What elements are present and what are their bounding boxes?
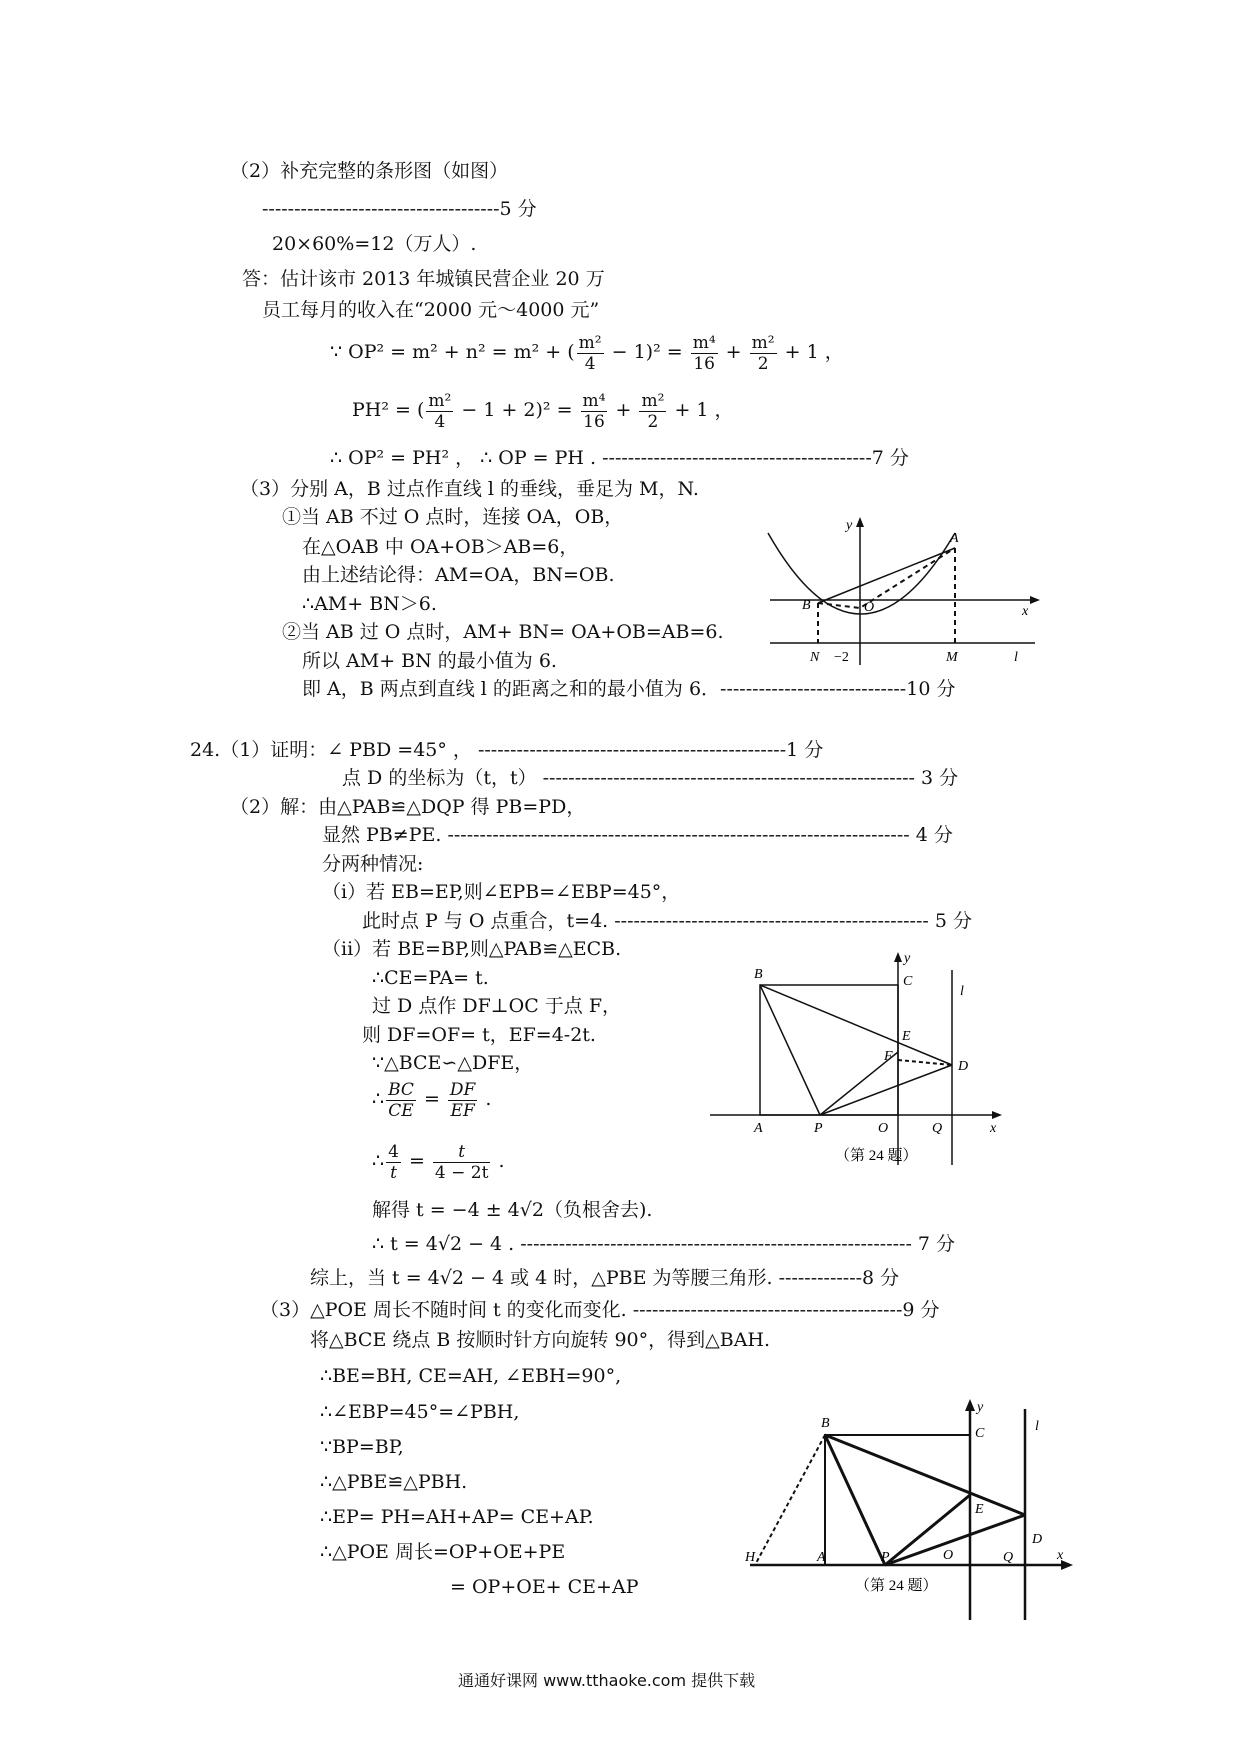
- score-line: 此时点 P 与 O 点重合，t=4. ------------------------------------------------- 5 分: [362, 910, 972, 932]
- label-a: A: [817, 1550, 826, 1565]
- score-line: 显然 PB≠PE. ------------------------------------------------------------------------ 4 分: [322, 824, 953, 846]
- fraction: $\frac{\text{m²}}{2}$: [641, 390, 665, 432]
- fraction: $\frac{\text{m²}}{4}$: [428, 390, 452, 432]
- score-line: 即 A，B 两点到直线 l 的距离之和的最小值为 6．-----------------------------10 分: [302, 678, 956, 700]
- label-l: l: [960, 984, 964, 999]
- fraction: $\frac{t}{4 - 2t}$: [434, 1141, 489, 1183]
- text-line: 则 DF=OF= t，EF=4-2t.: [362, 1024, 596, 1046]
- label-p: P: [814, 1121, 823, 1136]
- label-e: E: [975, 1502, 984, 1517]
- label-x: x: [1022, 604, 1029, 619]
- label-b: B: [821, 1416, 830, 1431]
- label-o: O: [878, 1121, 889, 1136]
- text-line: = OP+OE+ CE+AP: [450, 1576, 639, 1598]
- text-line: 在△OAB 中 OA+OB＞AB=6，: [302, 536, 579, 558]
- label-b: B: [802, 598, 811, 613]
- text-line: 分两种情况:: [322, 853, 424, 875]
- equation-op: ∵ OP² = m² + n² = m² + ( $\frac{\text{m²}}{4}$ − 1)² = $\frac{\text{m⁴}}{16}$ + $\frac{\text{m²}}{2}$ + 1 ，: [330, 332, 844, 374]
- label-c: C: [903, 974, 913, 989]
- square-figure-24-b: [745, 1395, 1085, 1625]
- label-e: E: [902, 1029, 911, 1044]
- text-line: ∴EP= PH=AH+AP= CE+AP.: [320, 1506, 594, 1528]
- label-f: F: [884, 1049, 893, 1064]
- label-y: y: [904, 951, 911, 966]
- label-x: x: [990, 1121, 997, 1136]
- label-d: D: [1032, 1532, 1043, 1547]
- label-q: Q: [1003, 1550, 1014, 1565]
- label-q: Q: [932, 1121, 943, 1136]
- label-c: C: [975, 1426, 985, 1441]
- fraction: $\frac{\text{m²}}{2}$: [751, 332, 775, 374]
- label-a: A: [950, 531, 959, 546]
- label-m: M: [946, 650, 958, 665]
- text-line: ∵BP=BP,: [320, 1436, 404, 1458]
- text-line: ①当 AB 不过 O 点时，连接 OA，OB，: [282, 506, 624, 528]
- fraction: $\frac{4}{t}$: [388, 1141, 399, 1183]
- text-line: 20×60%=12（万人）.: [272, 233, 477, 255]
- label-p: P: [881, 1550, 890, 1565]
- score-line: -------------------------------------5 分: [262, 198, 537, 220]
- text-line: 解得 t = −4 ± 4√2（负根舍去).: [372, 1199, 653, 1221]
- label-l: l: [1035, 1419, 1039, 1434]
- text-line: 由上述结论得：AM=OA，BN=OB.: [302, 564, 615, 586]
- fraction: $\frac{\text{m⁴}}{16}$: [582, 390, 606, 432]
- equation-ratio-t: ∴ $\frac{4}{t}$ = $\frac{t}{4 - 2t}$ .: [372, 1141, 505, 1183]
- text-line: ∴CE=PA= t.: [372, 967, 489, 989]
- equation-ratio: ∴ $\frac{BC}{CE}$ = $\frac{DF}{EF}$ .: [372, 1079, 492, 1121]
- square-figure-24-a: [710, 950, 1010, 1170]
- text-line: 所以 AM+ BN 的最小值为 6.: [302, 650, 557, 672]
- score-line: 24.（1）证明：∠ PBD =45° ， ------------------------------------------------1 分: [190, 739, 824, 761]
- text-line: 将△BCE 绕点 B 按顺时针方向旋转 90°，得到△BAH.: [310, 1329, 771, 1351]
- label-b: B: [754, 967, 763, 982]
- score-line: （3）△POE 周长不随时间 t 的变化而变化. ------------------------------------------9 分: [260, 1299, 940, 1321]
- equation-ph: PH² = ( $\frac{\text{m²}}{4}$ − 1 + 2)² = $\frac{\text{m⁴}}{16}$ + $\frac{\text{m²}}{2}$ + 1 ，: [352, 390, 734, 432]
- label-l: l: [1014, 650, 1018, 665]
- score-line: ∴ OP² = PH² ， ∴ OP = PH . ------------------------------------------7 分: [330, 447, 909, 469]
- text-line: ∴△PBE≌△PBH.: [320, 1471, 468, 1493]
- text-line: （3）分别 A，B 过点作直线 l 的垂线，垂足为 M，N.: [240, 478, 699, 500]
- score-line: 综上，当 t = 4√2 − 4 或 4 时，△PBE 为等腰三角形. -------------8 分: [310, 1267, 900, 1289]
- text-line: 答：估计该市 2013 年城镇民营企业 20 万: [242, 268, 605, 290]
- text-line: ∴∠EBP=45°=∠PBH,: [320, 1401, 520, 1423]
- label-o: O: [864, 600, 875, 615]
- text-line: ∴△POE 周长=OP+OE+PE: [320, 1541, 566, 1563]
- label-x: x: [1057, 1548, 1064, 1563]
- text-line: ∵△BCE∽△DFE，: [372, 1052, 534, 1074]
- label-a: A: [754, 1121, 763, 1136]
- figure-caption: （第 24 题）: [855, 1578, 938, 1594]
- fraction: $\frac{\text{m⁴}}{16}$: [692, 332, 716, 374]
- text-line: 过 D 点作 DF⊥OC 于点 F，: [372, 995, 622, 1017]
- score-line: 点 D 的坐标为（t，t） ---------------------------------------------------------- 3 分: [342, 767, 959, 789]
- fraction: $\frac{\text{m²}}{4}$: [578, 332, 602, 374]
- text-line: （i）若 EB=EP,则∠EPB=∠EBP=45°，: [322, 881, 681, 903]
- label-d: D: [958, 1059, 969, 1074]
- label-y: y: [846, 518, 853, 533]
- parabola-figure: [750, 515, 1050, 670]
- text-line: ∴AM+ BN＞6.: [302, 593, 437, 615]
- text-line: （ii）若 BE=BP,则△PAB≌△ECB.: [322, 938, 622, 960]
- label-minus-2: −2: [834, 650, 849, 665]
- label-y: y: [977, 1400, 984, 1415]
- page-footer: 通通好课网 www.tthaoke.com 提供下载: [458, 1671, 756, 1690]
- label-n: N: [810, 650, 820, 665]
- label-o: O: [943, 1548, 954, 1563]
- text-line: （2）补充完整的条形图（如图）: [230, 160, 509, 182]
- score-line: ∴ t = 4√2 − 4 . ------------------------------------------------------------- 7 分: [372, 1233, 956, 1255]
- text-line: （2）解：由△PAB≌△DQP 得 PB=PD，: [230, 796, 586, 818]
- fraction: $\frac{DF}{EF}$: [449, 1079, 476, 1121]
- fraction: $\frac{BC}{CE}$: [388, 1079, 414, 1121]
- text-line: ②当 AB 过 O 点时，AM+ BN= OA+OB=AB=6.: [282, 621, 724, 643]
- label-h: H: [745, 1550, 756, 1565]
- figure-caption: （第 24 题）: [835, 1148, 918, 1164]
- text-line: 员工每月的收入在“2000 元～4000 元”: [262, 299, 600, 321]
- text-line: ∴BE=BH, CE=AH, ∠EBH=90°,: [320, 1365, 622, 1387]
